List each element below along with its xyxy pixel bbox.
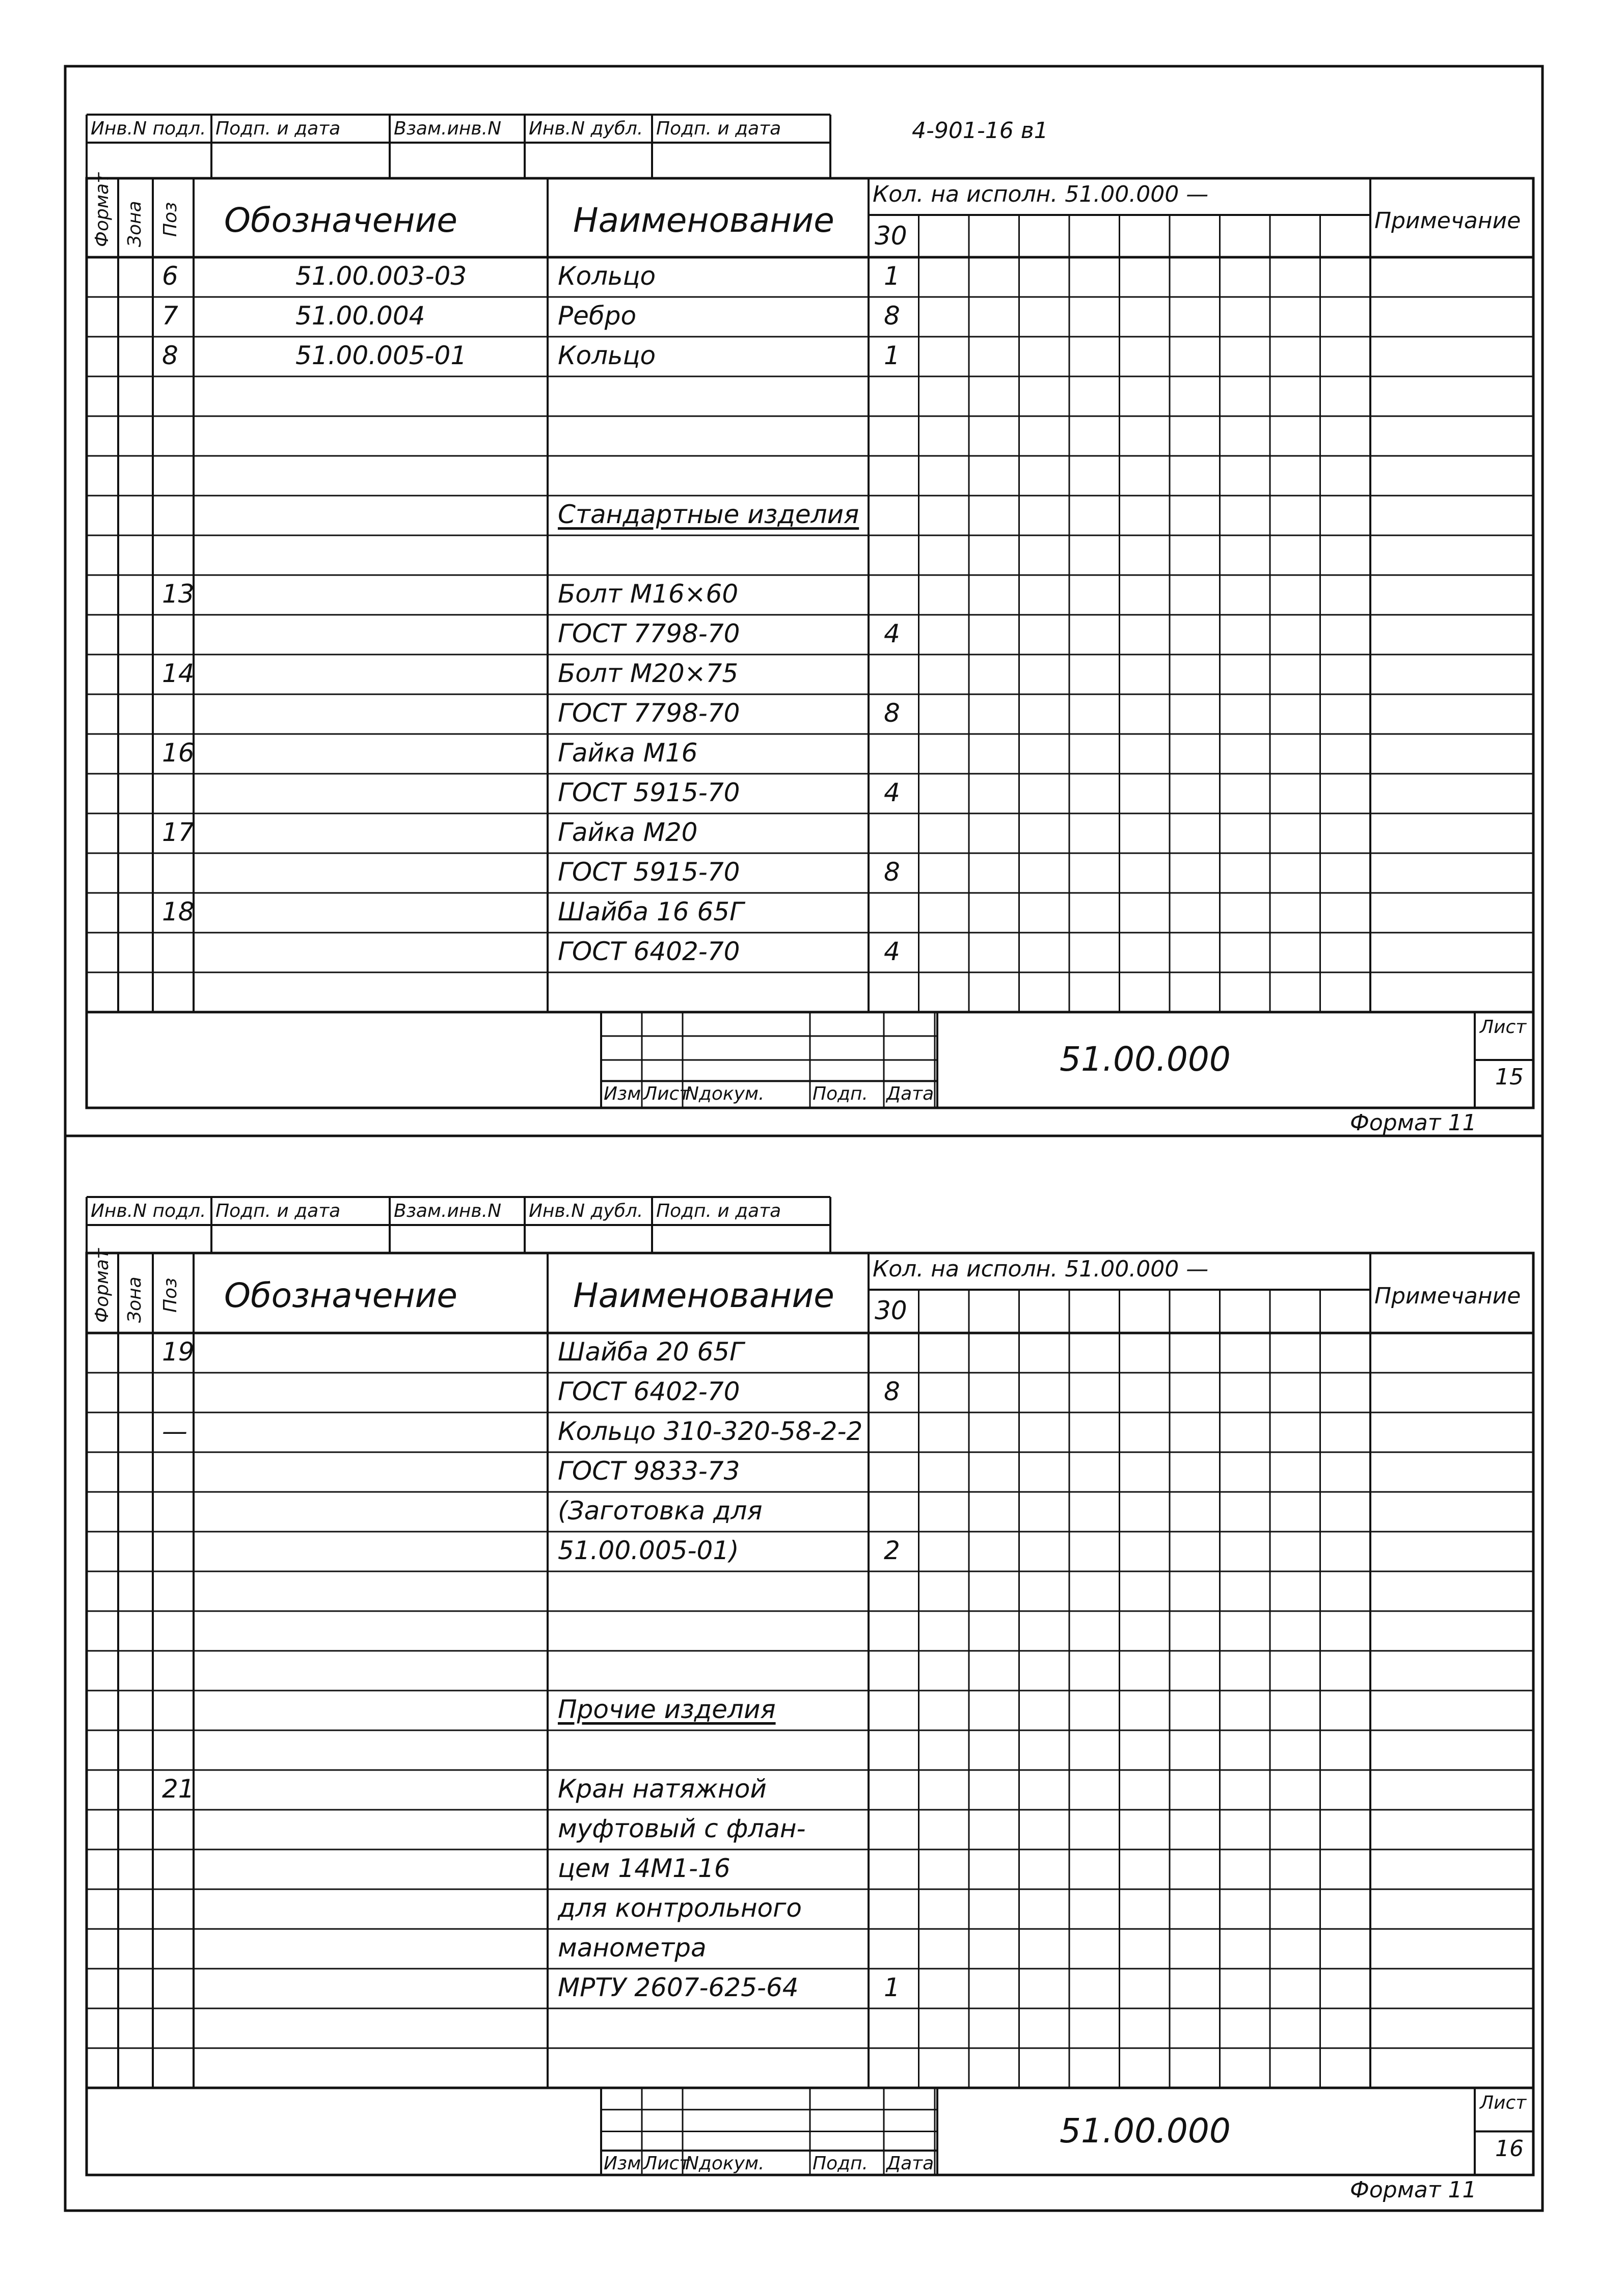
header-designation: Обозначение bbox=[224, 200, 457, 240]
sheet-label: Лист bbox=[1480, 1017, 1527, 1038]
header-qty-first: 30 bbox=[875, 1296, 907, 1325]
row-name: 51.00.005-01) bbox=[558, 1536, 739, 1565]
row-name: Болт М16×60 bbox=[558, 579, 739, 609]
section-heading: Прочие изделия bbox=[558, 1695, 776, 1724]
row-pos: 21 bbox=[162, 1774, 195, 1804]
header-format: Формат bbox=[92, 172, 113, 247]
row-designation: 51.00.005-01 bbox=[295, 341, 467, 370]
sheet-number: 16 bbox=[1495, 2135, 1524, 2162]
row-qty: 1 bbox=[884, 341, 900, 370]
stamp-column-label: Подп. и дата bbox=[215, 118, 341, 139]
row-name: Кольцо bbox=[558, 341, 656, 370]
row-qty: 4 bbox=[884, 937, 900, 966]
header-zone: Зона bbox=[124, 1276, 145, 1323]
row-designation: 51.00.003-03 bbox=[295, 261, 467, 291]
header-format: Формат bbox=[92, 1248, 113, 1323]
document-code: 4-901-16 в1 bbox=[912, 118, 1048, 144]
row-qty: 8 bbox=[884, 301, 900, 331]
row-name: Гайка М20 bbox=[558, 818, 698, 847]
row-designation: 51.00.004 bbox=[295, 301, 425, 331]
stamp-column-label: Подп. и дата bbox=[656, 118, 781, 139]
row-pos: 18 bbox=[162, 897, 195, 927]
stamp-column-label: Инв.N подл. bbox=[91, 1201, 206, 1221]
row-qty: 8 bbox=[884, 857, 900, 887]
row-name: Шайба 20 65Г bbox=[558, 1337, 744, 1367]
row-qty: 8 bbox=[884, 698, 900, 728]
row-qty: 2 bbox=[884, 1536, 900, 1565]
row-name: манометра bbox=[558, 1933, 707, 1963]
row-qty: 8 bbox=[884, 1377, 900, 1406]
header-designation: Обозначение bbox=[224, 1275, 457, 1315]
row-name: ГОСТ 9833-73 bbox=[558, 1456, 740, 1486]
stamp-column-label: Подп. и дата bbox=[215, 1201, 341, 1221]
sheet-label: Лист bbox=[1480, 2092, 1527, 2113]
row-pos: 16 bbox=[162, 738, 195, 768]
row-name: ГОСТ 5915-70 bbox=[558, 778, 740, 807]
row-name: муфтовый с флан- bbox=[558, 1814, 806, 1843]
header-name: Наименование bbox=[573, 1275, 834, 1315]
row-pos: 14 bbox=[162, 659, 195, 688]
row-name: Болт М20×75 bbox=[558, 659, 739, 688]
row-name: Кран натяжной bbox=[558, 1774, 767, 1804]
stamp-column-label: Взам.инв.N bbox=[394, 1201, 502, 1221]
tb-ndoc: Nдокум. bbox=[685, 2153, 765, 2174]
tb-data: Дата bbox=[886, 2153, 934, 2174]
row-name: ГОСТ 6402-70 bbox=[558, 937, 740, 966]
sheet-number: 15 bbox=[1495, 1064, 1524, 1090]
row-name: цем 14М1-16 bbox=[558, 1854, 730, 1883]
doc-number: 51.00.000 bbox=[1060, 1040, 1231, 1079]
format-label: Формат 11 bbox=[1350, 1110, 1477, 1136]
tb-list: Лист bbox=[643, 1083, 690, 1105]
row-name: ГОСТ 6402-70 bbox=[558, 1377, 740, 1406]
row-name: Гайка М16 bbox=[558, 738, 698, 768]
stamp-column-label: Инв.N дубл. bbox=[529, 1201, 643, 1221]
header-qty-title: Кол. на исполн. 51.00.000 — bbox=[873, 1256, 1209, 1282]
stamp-column-label: Взам.инв.N bbox=[394, 118, 502, 139]
row-name: МРТУ 2607-625-64 bbox=[558, 1973, 799, 2002]
stamp-column-label: Инв.N дубл. bbox=[529, 118, 643, 139]
row-name: (Заготовка для bbox=[558, 1496, 763, 1526]
row-name: ГОСТ 5915-70 bbox=[558, 857, 740, 887]
row-pos: 19 bbox=[162, 1337, 195, 1367]
row-name: ГОСТ 7798-70 bbox=[558, 619, 740, 648]
tb-data: Дата bbox=[886, 1083, 934, 1105]
header-qty-first: 30 bbox=[875, 221, 907, 251]
row-pos: 17 bbox=[162, 818, 195, 847]
section-heading: Стандартные изделия bbox=[558, 500, 859, 529]
row-pos: — bbox=[162, 1417, 187, 1446]
row-name: Ребро bbox=[558, 301, 637, 331]
row-name: ГОСТ 7798-70 bbox=[558, 698, 740, 728]
row-pos: 6 bbox=[162, 261, 178, 291]
row-qty: 1 bbox=[884, 261, 900, 291]
header-name: Наименование bbox=[573, 200, 834, 240]
tb-izm: Изм bbox=[604, 2153, 641, 2174]
header-note: Примечание bbox=[1374, 207, 1521, 234]
tb-podp: Подп. bbox=[813, 1083, 868, 1105]
stamp-column-label: Инв.N подл. bbox=[91, 118, 206, 139]
row-name: Шайба 16 65Г bbox=[558, 897, 744, 927]
header-pos: Поз bbox=[160, 1277, 181, 1313]
row-qty: 4 bbox=[884, 778, 900, 807]
row-pos: 13 bbox=[162, 579, 195, 609]
row-name: Кольцо 310-320-58-2-2 bbox=[558, 1417, 863, 1446]
header-zone: Зона bbox=[124, 201, 145, 247]
row-pos: 8 bbox=[162, 341, 178, 370]
row-pos: 7 bbox=[162, 301, 178, 331]
header-pos: Поз bbox=[160, 202, 181, 237]
format-label: Формат 11 bbox=[1350, 2177, 1477, 2203]
tb-podp: Подп. bbox=[813, 2153, 868, 2174]
tb-ndoc: Nдокум. bbox=[685, 1083, 765, 1105]
header-qty-title: Кол. на исполн. 51.00.000 — bbox=[873, 181, 1209, 207]
row-qty: 4 bbox=[884, 619, 900, 648]
stamp-column-label: Подп. и дата bbox=[656, 1201, 781, 1221]
row-name: для контрольного bbox=[558, 1893, 802, 1923]
row-qty: 1 bbox=[884, 1973, 900, 2002]
header-note: Примечание bbox=[1374, 1283, 1521, 1309]
row-name: Кольцо bbox=[558, 261, 656, 291]
tb-list: Лист bbox=[643, 2153, 690, 2174]
tb-izm: Изм bbox=[604, 1083, 641, 1105]
doc-number: 51.00.000 bbox=[1060, 2111, 1231, 2151]
